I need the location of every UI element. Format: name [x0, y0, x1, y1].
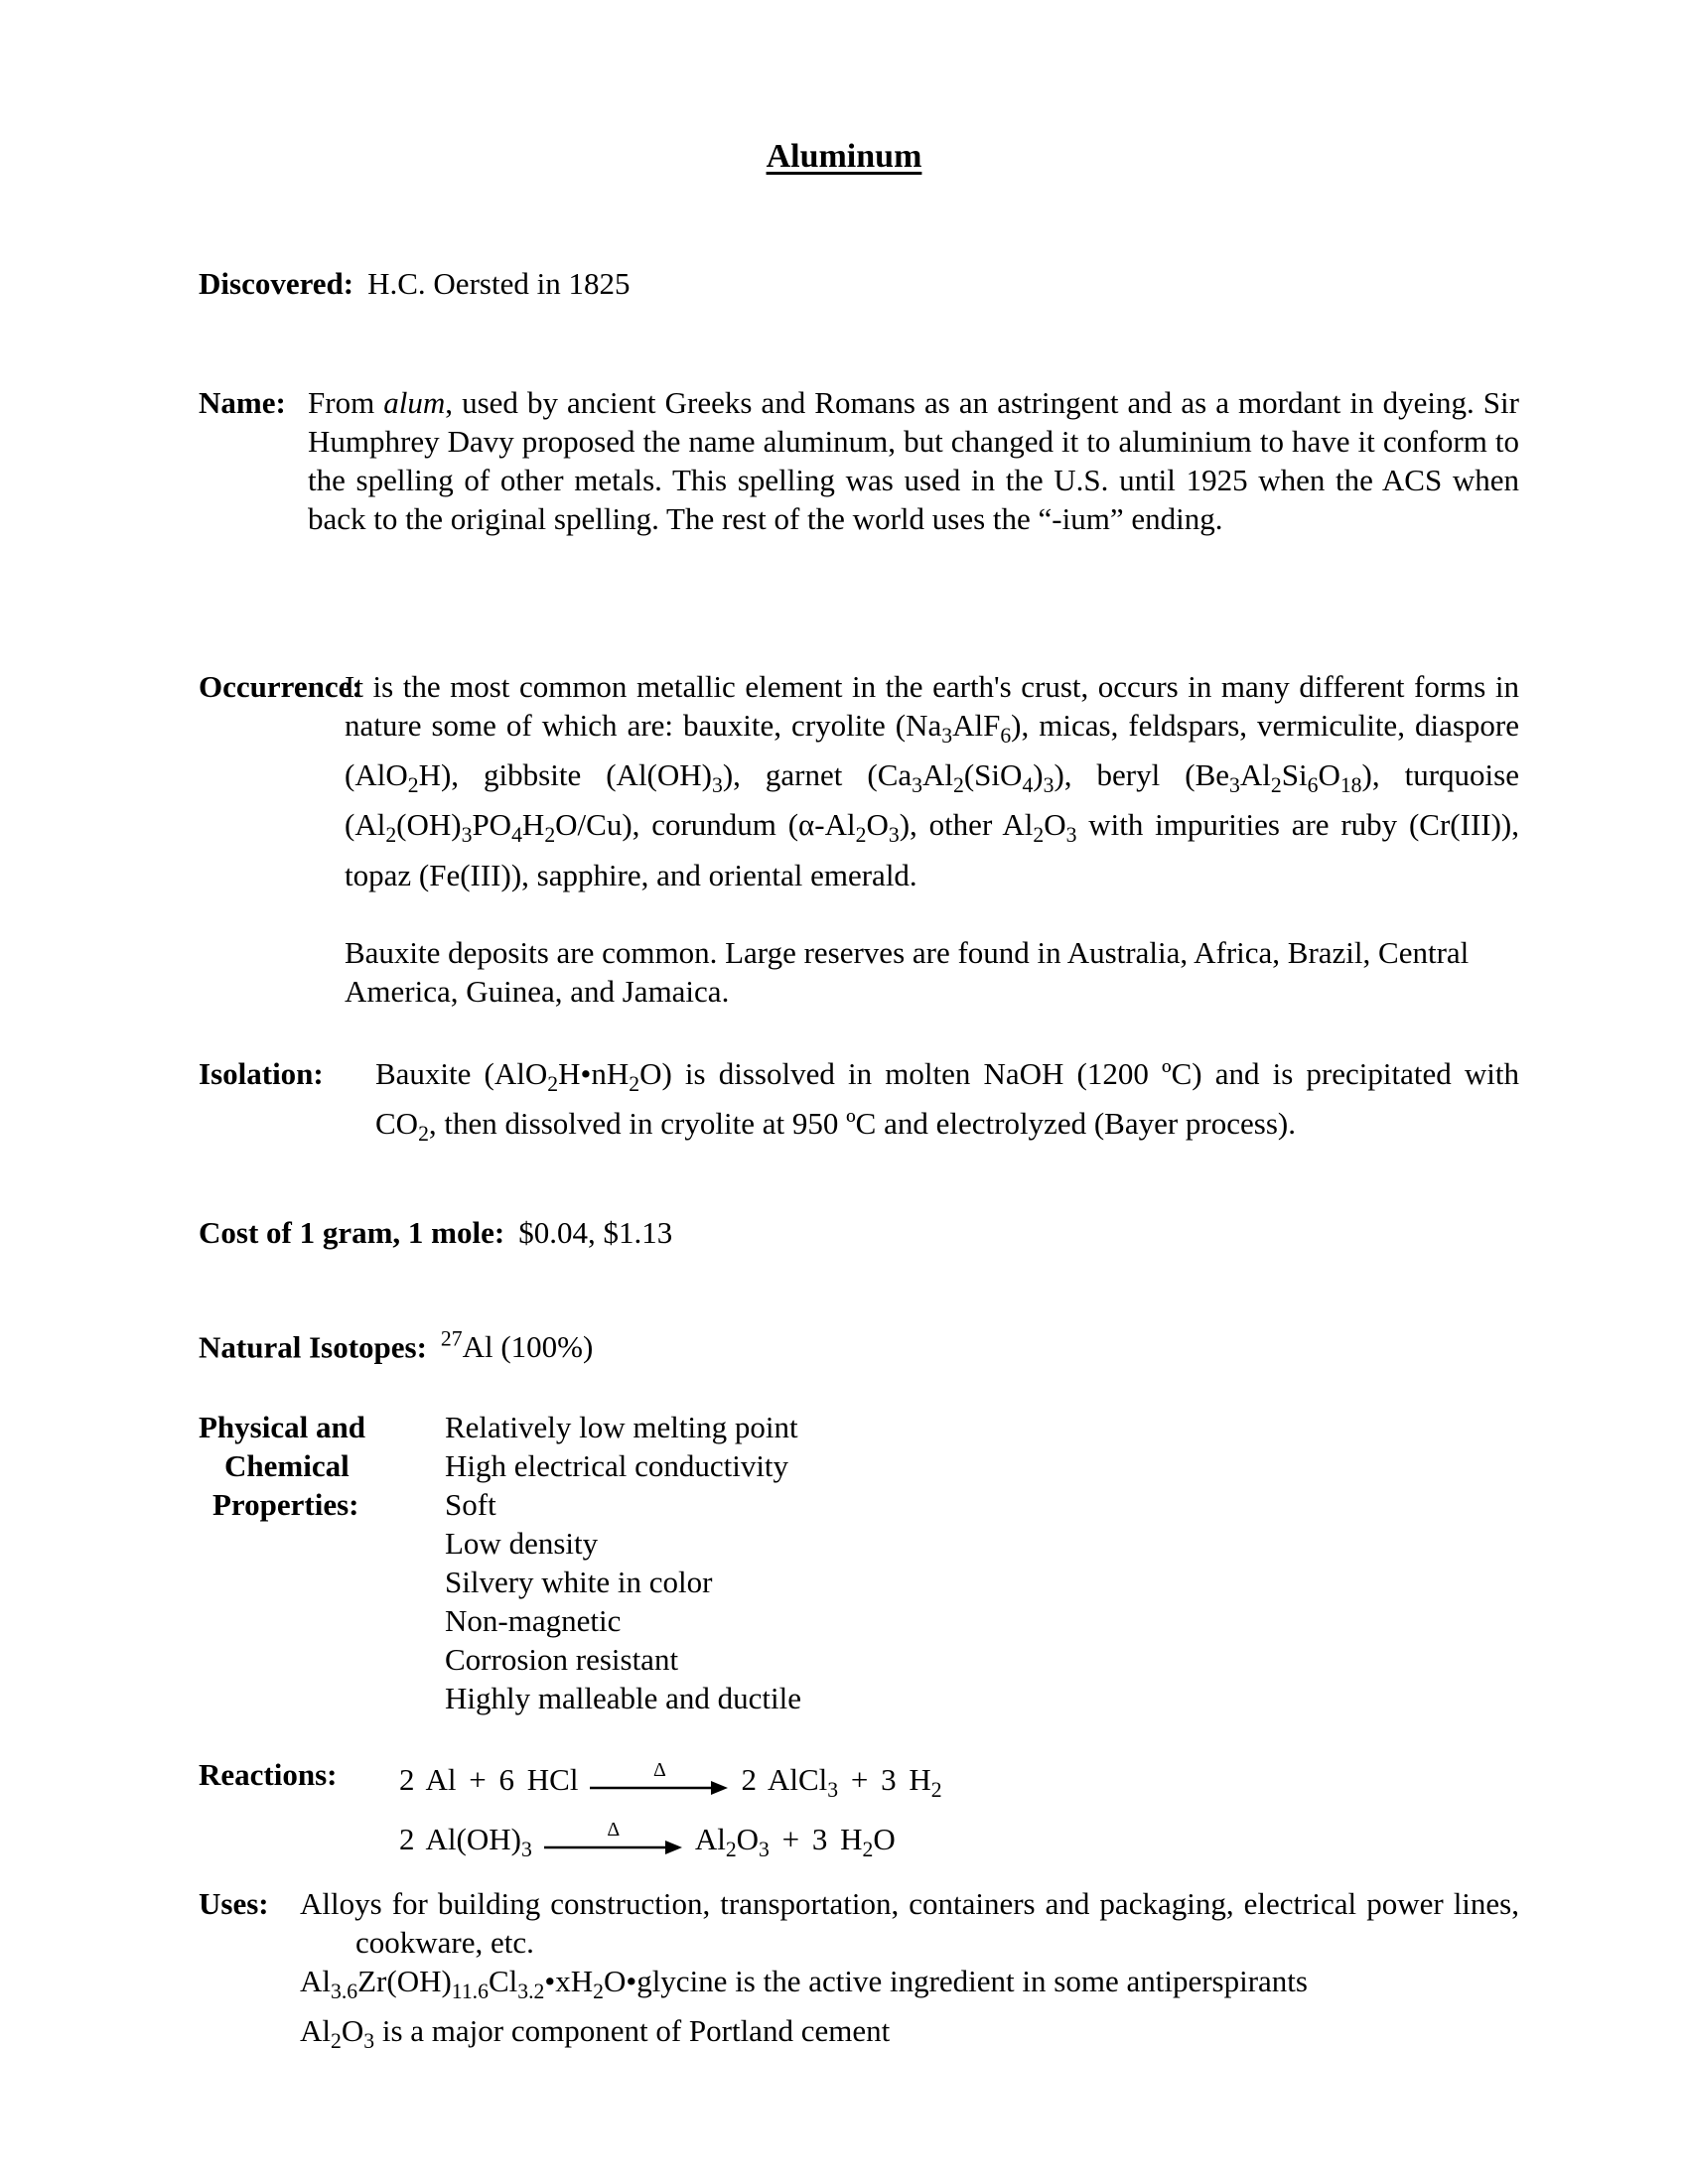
discovered-value: H.C. Oersted in 1825 [367, 266, 631, 301]
section-cost [199, 1213, 1519, 1252]
delta-symbol: Δ [653, 1758, 666, 1781]
uses-paragraph: Alloys for building construction, transportation, containers and packaging, electrical power lines, cookware, etc. [300, 1886, 1519, 1960]
property-item: Low density [445, 1526, 599, 1561]
properties-label-line1: Physical and [199, 1410, 365, 1444]
section-occurrence [199, 667, 1519, 1011]
section-reactions [199, 1755, 1519, 1874]
reactions-body [399, 1755, 1519, 1874]
reaction-arrow-1 [590, 1758, 729, 1795]
uses-antiperspirant-line: $Al_{3.6}Zr(OH)_{11.6}Cl_{3.2}•xH_2O•glycine$ is the active ingredient in some antiperspirants [300, 1964, 1308, 2004]
properties-label-line3: Properties: [212, 1487, 359, 1522]
page-title: Aluminum [766, 138, 922, 175]
properties-label [199, 1408, 365, 1524]
reaction-equation-2 [399, 1815, 1519, 1874]
reaction-equation-1 [399, 1755, 1519, 1815]
equation2-left: 2 $Al(OH)_3$ [399, 1822, 532, 1862]
properties-label-line2: Chemical [224, 1448, 350, 1483]
reaction-arrow-2 [544, 1821, 683, 1854]
section-uses [199, 1884, 1519, 2061]
property-item: Relatively low melting point [445, 1410, 798, 1444]
properties-list [445, 1408, 1519, 1717]
isolation-label: Isolation: [199, 1056, 324, 1091]
property-item: High electrical conductivity [445, 1448, 789, 1483]
name-paragraph: From alum, used by ancient Greeks and Romans as an astringent and as a mordant in dyeing. Sir Humphrey Davy proposed the name aluminum, but changed it to aluminium to have it conform to the spelling of other metals. This spelling was used in the U.S. until 1925 when the ACS when back to the original spelling. The rest of the world uses the “-ium” ending. [308, 385, 1519, 536]
reactions-label: Reactions: [199, 1757, 338, 1792]
isotopes-value: $^{27}$Al (100%) [440, 1327, 594, 1365]
isolation-paragraph: Bauxite $(AlO_2H•nH_2O)$ is dissolved in molten NaOH (1200 ºC) and is precipitated with $CO_2$, then dissolved in cryolite at 950 ºC and electrolyzed (Bayer process). [375, 1056, 1519, 1147]
uses-body [300, 1884, 1519, 2061]
section-isotopes [199, 1320, 1519, 1366]
name-label: Name: [199, 385, 286, 420]
section-properties [199, 1408, 1519, 1717]
isotopes-label: Natural Isotopes: [199, 1329, 427, 1365]
section-discovered [199, 264, 1519, 303]
section-name [199, 383, 1519, 538]
right-arrow-icon [590, 1779, 729, 1795]
equation2-right: $Al_2O_3 + 3$ $H_2O$ [694, 1822, 896, 1862]
property-item: Highly malleable and ductile [445, 1681, 801, 1715]
discovered-label: Discovered: [199, 266, 354, 301]
occurrence-paragraph-2: Bauxite deposits are common. Large reserves are found in Australia, Africa, Brazil, Central America, Guinea, and Jamaica. [345, 934, 1470, 1009]
property-item: Soft [445, 1487, 496, 1522]
occurrence-paragraph-1: It is the most common metallic element in the earth's crust, occurs in many different forms in nature some of which are: bauxite, cryolite $(Na_3AlF_6)$, micas, feldspars, vermiculite, diaspore (AlO$_2$H), gibbsite $(Al(OH)_3)$, garnet $(Ca_3Al_2(SiO_4)_3)$, beryl $(Be_3Al_2Si_6O_{18})$, turquoise $(Al_2(OH)_3PO_4H_2O/Cu)$, corundum $(\alpha-Al_2O_3)$, other $Al_2O_3$ with impurities are ruby (Cr(III)), topaz (Fe(III)), sapphire, and oriental emerald. [345, 669, 1519, 892]
section-isolation [199, 1054, 1519, 1154]
property-item: Silvery white in color [445, 1565, 713, 1599]
property-item: Corrosion resistant [445, 1642, 679, 1677]
equation1-left: 2 Al + 6 HCl [399, 1762, 579, 1797]
uses-cement-line: $Al_2O_3$ is a major component of Portland cement [300, 2013, 891, 2054]
property-item: Non-magnetic [445, 1603, 622, 1638]
cost-label: Cost of 1 gram, 1 mole: [199, 1215, 505, 1250]
right-arrow-icon [544, 1839, 683, 1854]
occurrence-label: Occurrence: [199, 669, 362, 704]
equation1-right: 2 AlCl$_3$ + 3 $H_2$ [741, 1762, 942, 1803]
uses-label: Uses: [199, 1886, 269, 1921]
delta-symbol: Δ [607, 1819, 621, 1842]
occurrence-body [345, 667, 1519, 1011]
cost-value: $0.04, $1.13 [518, 1215, 673, 1250]
